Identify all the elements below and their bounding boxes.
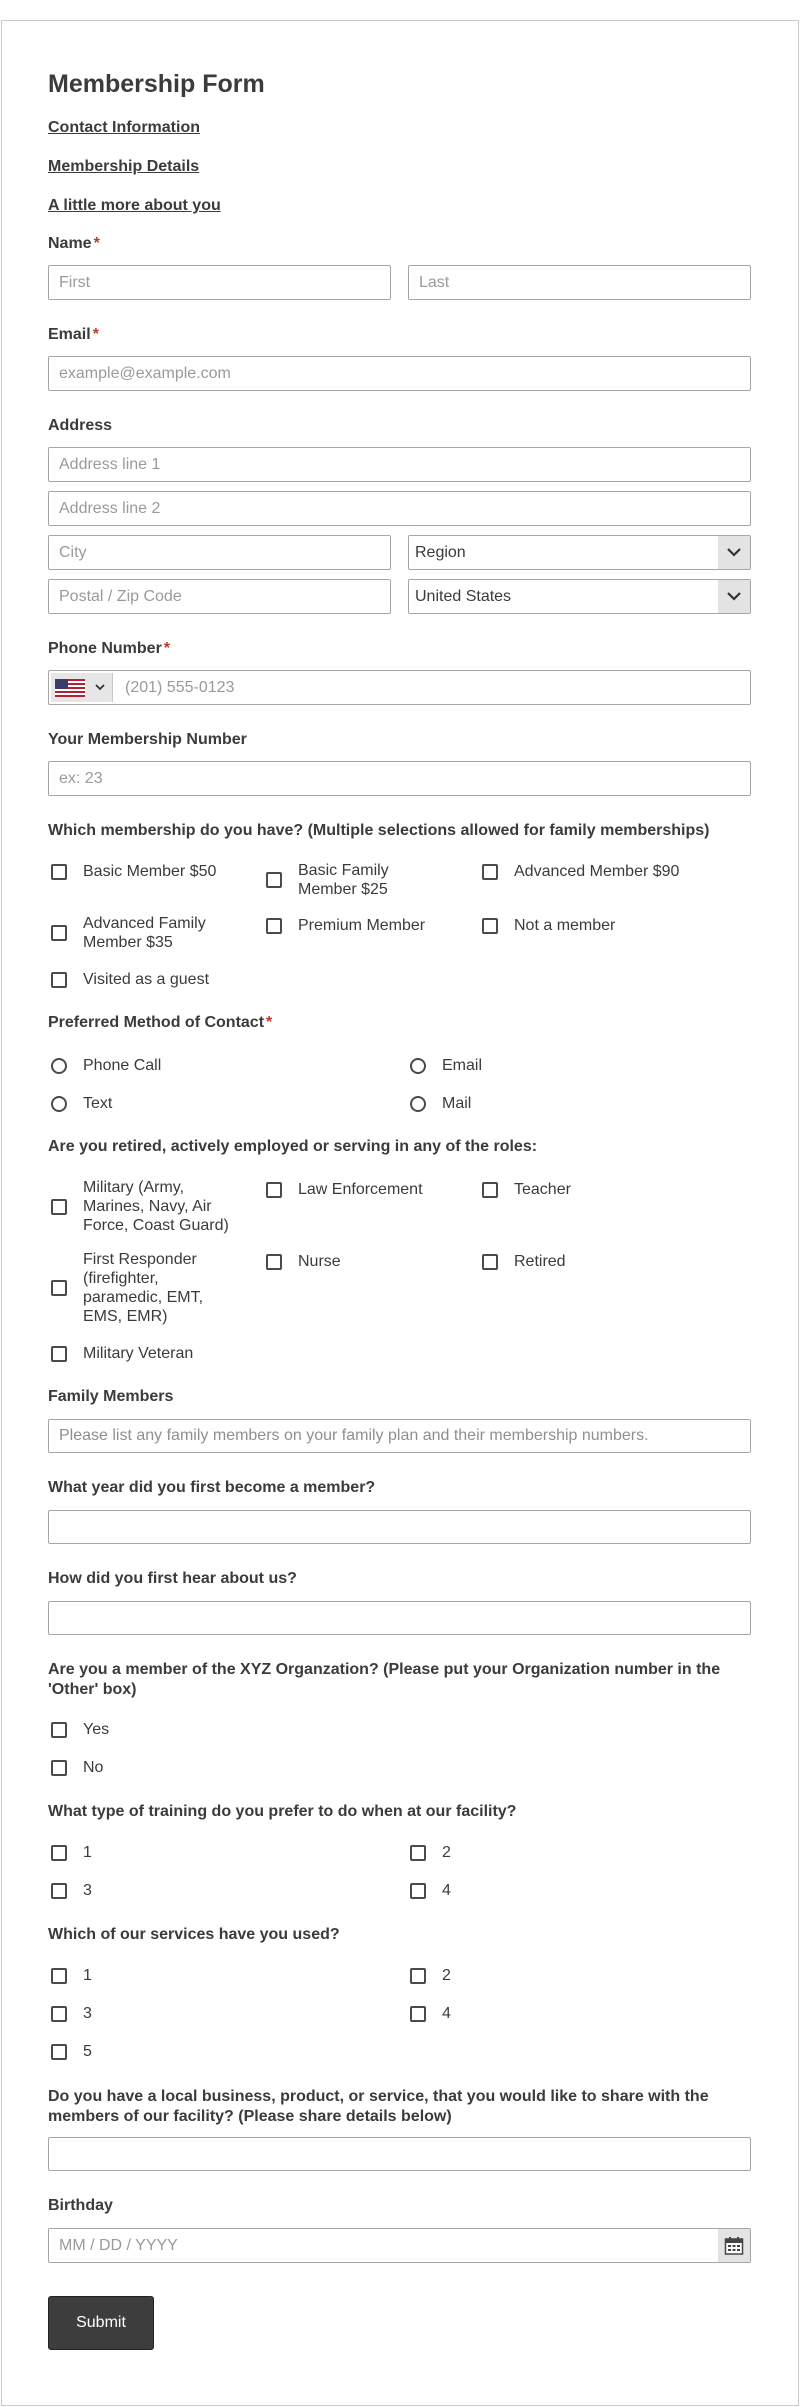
checkbox-teacher[interactable]: Teacher bbox=[482, 1180, 682, 1199]
checkbox-box[interactable] bbox=[482, 864, 498, 880]
checkbox-premium-member[interactable]: Premium Member bbox=[266, 916, 466, 935]
checkbox-box[interactable] bbox=[482, 1182, 498, 1198]
birthday-label: Birthday bbox=[48, 2197, 113, 2214]
training-label: What type of training do you prefer to do when at our facility? bbox=[48, 1803, 517, 1820]
checkbox-service-4[interactable]: 4 bbox=[410, 2004, 451, 2023]
checkbox-box[interactable] bbox=[51, 2006, 67, 2022]
required-mark: * bbox=[93, 235, 100, 252]
checkbox-yes[interactable]: Yes bbox=[51, 1720, 109, 1739]
submit-button[interactable]: Submit bbox=[48, 2296, 154, 2350]
calendar-icon[interactable] bbox=[718, 2229, 750, 2262]
checkbox-service-5[interactable]: 5 bbox=[51, 2042, 92, 2061]
checkbox-box[interactable] bbox=[410, 1845, 426, 1861]
checkbox-military-veteran[interactable]: Military Veteran bbox=[51, 1344, 251, 1363]
heard-about-label: How did you first hear about us? bbox=[48, 1570, 297, 1587]
checkbox-box[interactable] bbox=[51, 972, 67, 988]
radio-circle[interactable] bbox=[410, 1096, 426, 1112]
checkbox-box[interactable] bbox=[51, 864, 67, 880]
nav-link-membership-details[interactable]: Membership Details bbox=[48, 158, 200, 175]
checkbox-box[interactable] bbox=[266, 918, 282, 934]
local-business-label: Do you have a local business, product, or service, that you would like to share with the members of our facility? (Please share details below) bbox=[48, 2088, 709, 2125]
birthday-field bbox=[48, 2228, 751, 2263]
name-label: Name * bbox=[48, 235, 100, 252]
checkbox-service-2[interactable]: 2 bbox=[410, 1966, 451, 1985]
last-name-input[interactable] bbox=[408, 265, 751, 300]
email-label: Email * bbox=[48, 326, 99, 343]
chevron-down-icon bbox=[718, 580, 750, 613]
membership-number-input[interactable] bbox=[48, 761, 751, 796]
region-select-value: Region bbox=[415, 544, 466, 561]
contact-method-label: Preferred Method of Contact * bbox=[48, 1014, 273, 1031]
radio-text[interactable]: Text bbox=[51, 1094, 112, 1113]
checkbox-law-enforcement[interactable]: Law Enforcement bbox=[266, 1180, 466, 1199]
country-select-value: United States bbox=[415, 588, 512, 605]
services-label: Which of our services have you used? bbox=[48, 1926, 340, 1943]
local-business-textarea[interactable] bbox=[48, 2137, 751, 2171]
checkbox-visited-as-guest[interactable]: Visited as a guest bbox=[51, 970, 271, 989]
phone-field bbox=[48, 670, 751, 705]
checkbox-box[interactable] bbox=[266, 1254, 282, 1270]
chevron-down-icon bbox=[718, 536, 750, 569]
radio-circle[interactable] bbox=[51, 1058, 67, 1074]
checkbox-first-responder[interactable]: First Responder (firefighter, paramedic, EMT, EMS, EMR) bbox=[51, 1250, 251, 1326]
roles-label: Are you retired, actively employed or serving in any of the roles: bbox=[48, 1138, 538, 1155]
postal-code-input[interactable] bbox=[48, 579, 391, 614]
checkbox-retired[interactable]: Retired bbox=[482, 1252, 682, 1271]
checkbox-box[interactable] bbox=[482, 918, 498, 934]
checkbox-advanced-member[interactable]: Advanced Member $90 bbox=[482, 862, 722, 881]
birthday-input[interactable] bbox=[49, 2229, 709, 2262]
address-line1-input[interactable] bbox=[48, 447, 751, 482]
checkbox-box[interactable] bbox=[266, 872, 282, 888]
checkbox-box[interactable] bbox=[266, 1182, 282, 1198]
checkbox-service-3[interactable]: 3 bbox=[51, 2004, 92, 2023]
family-members-textarea[interactable] bbox=[48, 1419, 751, 1453]
membership-type-label: Which membership do you have? (Multiple selections allowed for family memberships) bbox=[48, 822, 710, 839]
checkbox-box[interactable] bbox=[410, 1883, 426, 1899]
checkbox-box[interactable] bbox=[51, 925, 67, 941]
checkbox-no[interactable]: No bbox=[51, 1758, 103, 1777]
checkbox-military[interactable]: Military (Army, Marines, Navy, Air Force, Coast Guard) bbox=[51, 1178, 251, 1235]
country-select[interactable] bbox=[408, 579, 751, 614]
required-mark: * bbox=[163, 640, 171, 657]
phone-label: Phone Number * bbox=[48, 640, 171, 657]
checkbox-box[interactable] bbox=[51, 1845, 67, 1861]
region-select[interactable] bbox=[408, 535, 751, 570]
us-flag-icon bbox=[55, 679, 85, 697]
checkbox-box[interactable] bbox=[51, 1280, 67, 1296]
nav-link-more-about-you[interactable]: A little more about you bbox=[48, 197, 221, 214]
membership-number-label: Your Membership Number bbox=[48, 731, 247, 748]
required-mark: * bbox=[92, 326, 99, 343]
checkbox-box[interactable] bbox=[410, 1968, 426, 1984]
checkbox-box[interactable] bbox=[51, 1722, 67, 1738]
xyz-org-label: Are you a member of the XYZ Organzation? (Please put your Organization number in the 'Other' box) bbox=[48, 1661, 721, 1698]
radio-phone-call[interactable]: Phone Call bbox=[51, 1056, 161, 1075]
checkbox-box[interactable] bbox=[410, 2006, 426, 2022]
checkbox-nurse[interactable]: Nurse bbox=[266, 1252, 466, 1271]
checkbox-basic-member[interactable]: Basic Member $50 bbox=[51, 862, 251, 881]
address-label: Address bbox=[48, 417, 113, 434]
first-year-textarea[interactable] bbox=[48, 1510, 751, 1544]
radio-email[interactable]: Email bbox=[410, 1056, 482, 1075]
checkbox-box[interactable] bbox=[482, 1254, 498, 1270]
country-code-dropdown[interactable] bbox=[51, 673, 113, 702]
radio-circle[interactable] bbox=[51, 1096, 67, 1112]
checkbox-advanced-family-member[interactable]: Advanced Family Member $35 bbox=[51, 914, 251, 952]
chevron-down-icon bbox=[95, 684, 105, 691]
address-line2-input[interactable] bbox=[48, 491, 751, 526]
checkbox-box[interactable] bbox=[51, 1199, 67, 1215]
first-year-label: What year did you first become a member? bbox=[48, 1479, 376, 1496]
phone-input[interactable] bbox=[115, 671, 748, 704]
radio-circle[interactable] bbox=[410, 1058, 426, 1074]
nav-link-contact-information[interactable]: Contact Information bbox=[48, 119, 200, 136]
checkbox-box[interactable] bbox=[51, 1760, 67, 1776]
checkbox-box[interactable] bbox=[51, 1346, 67, 1362]
checkbox-box[interactable] bbox=[51, 2044, 67, 2060]
checkbox-not-a-member[interactable]: Not a member bbox=[482, 916, 722, 935]
checkbox-box[interactable] bbox=[51, 1968, 67, 1984]
checkbox-training-4[interactable]: 4 bbox=[410, 1881, 451, 1900]
checkbox-service-1[interactable]: 1 bbox=[51, 1966, 92, 1985]
radio-mail[interactable]: Mail bbox=[410, 1094, 471, 1113]
city-input[interactable] bbox=[48, 535, 391, 570]
form-title: Membership Form bbox=[48, 70, 265, 98]
first-name-input[interactable] bbox=[48, 265, 391, 300]
checkbox-box[interactable] bbox=[51, 1883, 67, 1899]
family-members-label: Family Members bbox=[48, 1388, 174, 1405]
checkbox-training-3[interactable]: 3 bbox=[51, 1881, 92, 1900]
email-input[interactable] bbox=[48, 356, 751, 391]
required-mark: * bbox=[266, 1014, 273, 1031]
checkbox-basic-family-member[interactable]: Basic Family Member $25 bbox=[266, 861, 466, 899]
heard-about-textarea[interactable] bbox=[48, 1601, 751, 1635]
checkbox-training-2[interactable]: 2 bbox=[410, 1843, 451, 1862]
checkbox-training-1[interactable]: 1 bbox=[51, 1843, 92, 1862]
